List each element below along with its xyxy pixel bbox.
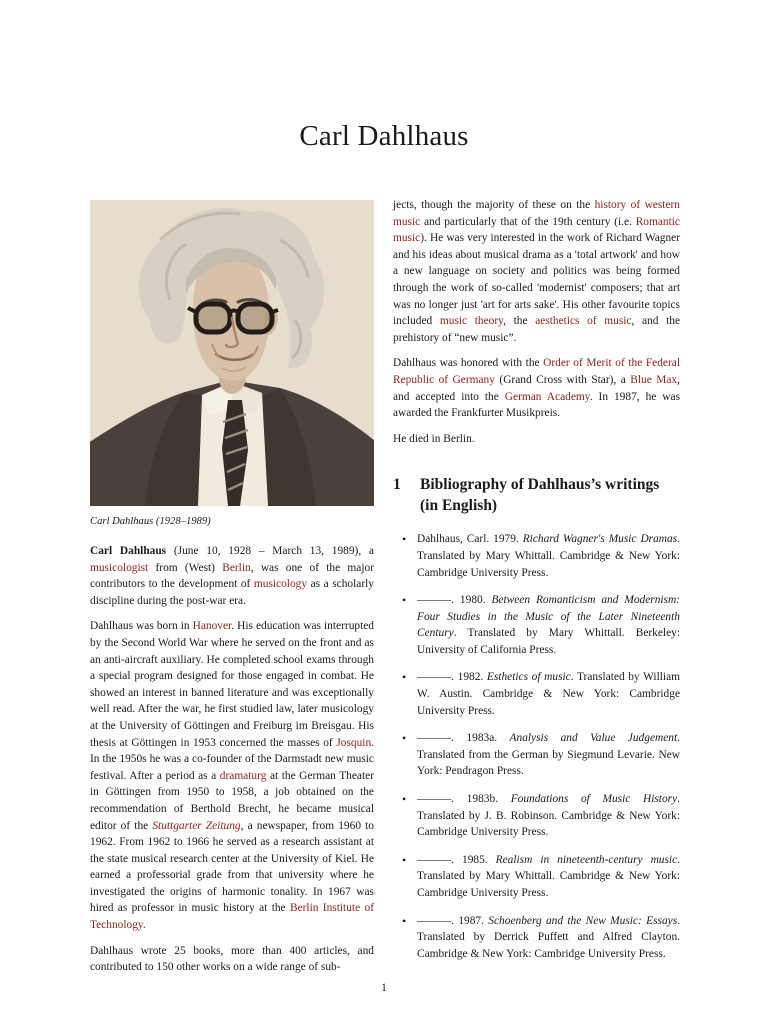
- bibliography-entry: [404, 730, 680, 780]
- wiki-link[interactable]: musicology: [253, 578, 308, 591]
- section-number: 1: [393, 476, 401, 494]
- wiki-link[interactable]: aesthetics of music: [535, 315, 632, 328]
- bibliography-entry: [404, 531, 680, 581]
- right-column-paragraphs: [393, 197, 680, 447]
- text-segment: . Translated by Derrick Puffett and Alfred Clayton. Cambridge & New York: Cambridge University Press.: [417, 914, 680, 960]
- text-segment: ———. 1980.: [417, 594, 492, 607]
- text-segment: jects, though the majority of these on the: [393, 199, 595, 211]
- text-segment: , was one of the major contributors to the development of: [90, 561, 374, 591]
- wiki-link[interactable]: music theory: [439, 315, 504, 328]
- wiki-link[interactable]: Hanover: [192, 620, 232, 633]
- text-segment: ———. 1987.: [417, 914, 489, 927]
- text-segment: , the: [503, 315, 536, 328]
- text-segment: Foundations of Music History: [510, 793, 678, 806]
- right-column: [393, 197, 680, 973]
- text-segment: Richard Wagner's Music Dramas: [522, 533, 678, 546]
- text-segment: He died in Berlin.: [393, 432, 475, 445]
- text-segment: (June 10, 1928 – March 13, 1989), a: [166, 545, 374, 557]
- text-segment: , a newspaper, from 1960 to 1962. From 1962 to 1966 he served as a research assistant at the state musical research center at the University of Kiel. He earned a professorial grade from that university where he investigated the origins of harmonic tonality. In 1967 was hired as professor in music history at the: [90, 819, 374, 915]
- text-segment: Dahlhaus wrote 25 books, more than 400 articles, and contributed to 150 other works on a wide range of sub-: [90, 944, 374, 974]
- text-segment: at the German Theater in Göttingen from 1950 to 1958, a job obtained on the recommendation of Berthold Brecht, he became musical editor of the: [90, 769, 374, 832]
- paragraph: [90, 543, 374, 609]
- text-segment: Dahlhaus was honored with the: [393, 357, 544, 370]
- text-segment: , and the prehistory of “new music”.: [393, 315, 681, 344]
- wiki-link[interactable]: dramaturg: [219, 769, 267, 782]
- bibliography-entry: [404, 669, 680, 719]
- bibliography-entry: [404, 913, 680, 963]
- text-segment: Schoenberg and the New Music: Essays: [488, 914, 678, 927]
- text-segment: ). He was very interested in the work of Richard Wagner and his ideas about musical drama as a 'total artwork' and how a new language on society and politics was being formed through the work of so-called 'modernist' composers; that art was no longer just 'art for arts sake'. His other favourite topics included: [393, 232, 680, 328]
- text-segment: from (West): [148, 561, 223, 574]
- text-segment: and particularly that of the 19th century (i.e.: [420, 215, 636, 228]
- text-segment: .: [142, 919, 146, 932]
- wiki-link[interactable]: Stuttgarter Zeitung: [152, 819, 241, 832]
- text-segment: . Translated by Mary Whittall. Cambridge & New York: Cambridge University Press.: [417, 853, 680, 899]
- page-number: 1: [381, 982, 387, 994]
- portrait-photo: [90, 200, 374, 506]
- section-heading-text: Bibliography of Dahlhaus’s writings (in English): [420, 476, 660, 515]
- paragraph: [393, 197, 680, 346]
- photo-caption: Carl Dahlhaus (1928–1989): [90, 516, 211, 527]
- bibliography-entry: [404, 592, 680, 658]
- wiki-link[interactable]: Blue Max: [630, 373, 678, 386]
- portrait-photo-illustration: [90, 200, 374, 506]
- text-segment: Realism in nineteenth-century music: [495, 853, 678, 866]
- text-segment: . Translated by J. B. Robinson. Cambridge & New York: Cambridge University Press.: [417, 793, 681, 839]
- text-segment: . In the 1950s he was a co-founder of the Darmstadt new music festival. After a period as a: [90, 736, 374, 782]
- text-segment: Analysis and Value Judgement: [509, 732, 678, 745]
- text-segment: ———. 1985.: [417, 853, 496, 866]
- text-segment: ———. 1983b.: [417, 793, 511, 806]
- wiki-link[interactable]: Berlin: [222, 561, 251, 574]
- text-segment: . Translated by Mary Whittall. Cambridge & New York: Cambridge University Press.: [417, 533, 681, 579]
- text-segment: ———. 1983a.: [417, 732, 510, 745]
- wiki-link[interactable]: Order of Merit of the Federal Republic of Germany: [393, 357, 680, 386]
- text-segment: Between Romanticism and Modernism: Four Studies in the Music of the Later Nineteenth Century: [417, 594, 681, 640]
- text-segment: Dahlhaus, Carl. 1979.: [417, 533, 523, 546]
- text-segment: as a scholarly discipline during the post-war era.: [90, 578, 374, 607]
- wiki-link[interactable]: Josquin: [336, 736, 372, 749]
- text-segment: Carl Dahlhaus: [90, 545, 167, 557]
- bibliography-list: [393, 531, 680, 962]
- wiki-link[interactable]: Berlin Institute of Technology: [90, 902, 374, 932]
- text-segment: . Translated by William W. Austin. Cambridge & New York: Cambridge University Press.: [417, 671, 680, 717]
- paragraph: [90, 618, 374, 933]
- text-segment: . In 1987, he was awarded the Frankfurter Musikpreis.: [393, 390, 681, 420]
- wiki-link[interactable]: musicologist: [90, 561, 149, 574]
- left-column-paragraphs: [90, 543, 374, 976]
- text-segment: , and accepted into the: [393, 373, 680, 403]
- text-segment: Esthetics of music: [486, 671, 571, 684]
- bibliography-entry: [404, 791, 680, 841]
- wiki-link[interactable]: history of western music: [393, 199, 681, 228]
- text-segment: ———. 1982.: [417, 671, 487, 684]
- text-segment: Dahlhaus was born in: [90, 620, 193, 633]
- wiki-link[interactable]: German Academy: [504, 390, 590, 403]
- paragraph: [393, 355, 680, 421]
- text-segment: . Translated from the German by Siegmund Levarie. New York: Pendragon Press.: [417, 732, 680, 778]
- text-segment: . Translated by Mary Whittall. Berkeley: University of California Press.: [417, 627, 680, 656]
- page-title: Carl Dahlhaus: [299, 120, 469, 153]
- wiki-link[interactable]: Romantic music: [393, 215, 680, 245]
- text-segment: . His education was interrupted by the Second World War where he served on the front and as an anti-aircraft auxiliary. He completed school exams through a special program designed for those engaged in combat. He showed an interest in banned literature and was exceptionally well read. After the war, he first studied law, later musicology at the University of Göttingen and Freiburg im Breisgau. His thesis at Göttingen in 1953 concerned the masses of: [90, 620, 374, 749]
- paragraph: [393, 431, 680, 448]
- paragraph: [90, 943, 374, 976]
- text-segment: (Grand Cross with Star), a: [494, 373, 631, 386]
- bibliography-entry: [404, 852, 680, 902]
- left-column: [90, 200, 374, 976]
- section-heading: [393, 474, 680, 516]
